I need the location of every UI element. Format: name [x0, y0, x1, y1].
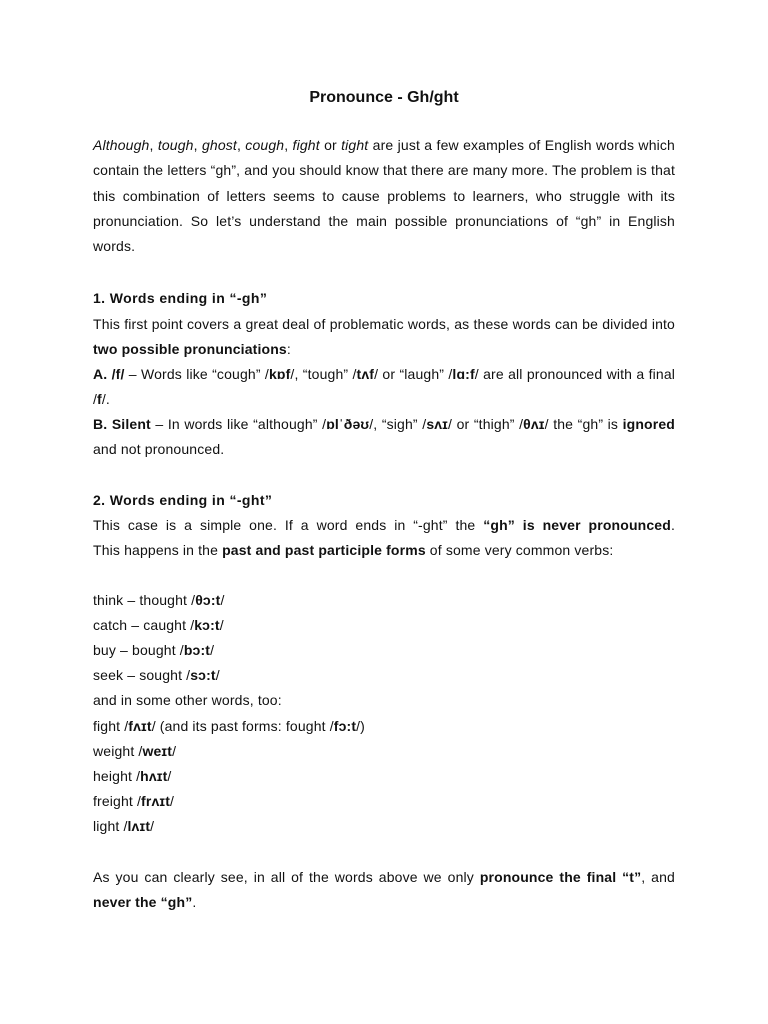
example-line: height /hʌɪt/ — [93, 768, 172, 784]
example-line: buy – bought /bɔ:t/ — [93, 642, 215, 658]
example-word: tough — [157, 137, 194, 153]
intro-text: are just a few examples of English words which contain the letters “gh”, and you should know that there are many more. The problem is that this combination of letters seems to cause problems to learners, who struggle with its pronunciation. So let’s understand the main possible pronunciations of “gh” in English words. — [93, 137, 675, 255]
section-2-heading: 2. Words ending in “-ght” — [93, 492, 273, 508]
ipa-transcription: θʌɪ — [523, 416, 545, 432]
emphasis-text: two possible pronunciations — [93, 341, 287, 358]
ipa-transcription: f — [97, 391, 102, 408]
emphasis-text: pronounce the final “t” — [479, 869, 642, 885]
conclusion-paragraph: As you can clearly see, in all of the words above we only pronounce the final “t”, and never the “gh”. — [93, 869, 675, 911]
emphasis-text: never the “gh” — [93, 894, 193, 911]
ipa-transcription: lɑ:f — [452, 366, 475, 382]
pronunciation-a: A. /f/ – Words like “cough” /kɒf/, “tough” /tʌf/ or “laugh” /lɑ:f/ are all pronounced with a final /f/. — [93, 366, 676, 408]
example-word: Although — [93, 137, 150, 153]
page-title: Pronounce - Gh/ght — [309, 89, 459, 106]
example-line: light /lʌɪt/ — [93, 818, 155, 834]
ipa-transcription: frʌɪt — [141, 793, 171, 809]
example-word: fight — [292, 137, 320, 153]
intro-paragraph: Although, tough, ghost, cough, fight or tight are just a few examples of English words which contain the letters “gh”, and you should know that there are many more. The problem is that this combination of letters seems to cause problems to learners, who struggle with its pronunciation. So let’s understand the main possible pronunciations of “gh” in English words. — [93, 137, 675, 255]
emphasis-text: “gh” is never pronounced — [483, 517, 671, 533]
ipa-transcription: ɒlˈðəʊ — [326, 416, 370, 432]
emphasis-text: past and past participle forms — [222, 542, 426, 558]
example-line: catch – caught /kɔ:t/ — [93, 617, 224, 633]
example-line: fight /fʌɪt/ (and its past forms: fought /fɔ:t/) — [93, 718, 365, 734]
other-words-intro: and in some other words, too: — [93, 692, 282, 708]
emphasis-text: ignored — [622, 416, 675, 432]
example-line: freight /frʌɪt/ — [93, 793, 175, 809]
ipa-transcription: sʌɪ — [426, 416, 449, 432]
ipa-transcription: sɔ:t — [190, 667, 216, 683]
example-word: cough — [245, 137, 285, 153]
section-2-sentence-2: This happens in the past and past participle forms of some very common verbs: — [93, 542, 614, 558]
example-line: weight /weɪt/ — [93, 743, 177, 759]
ipa-transcription: kɔ:t — [194, 617, 220, 633]
ipa-transcription: lʌɪt — [127, 818, 151, 834]
ipa-transcription: θɔ:t — [195, 592, 221, 608]
example-word: tight — [341, 137, 369, 153]
pronunciation-b: B. Silent – In words like “although” /ɒlˈðəʊ/, “sigh” /sʌɪ/ or “thigh” /θʌɪ/ the “gh” is ignored and not pronounced. — [93, 416, 675, 458]
ipa-transcription: tʌf — [356, 366, 375, 382]
pronunciation-label: A. /f/ — [93, 366, 125, 382]
pronunciation-label: B. Silent — [93, 416, 151, 432]
ipa-transcription: hʌɪt — [140, 768, 168, 784]
section-1-heading: 1. Words ending in “-gh” — [93, 290, 268, 306]
section-2-sentence-1: This case is a simple one. If a word ends in “-ght” the “gh” is never pronounced. — [93, 517, 675, 533]
ipa-transcription: fɔ:t — [333, 718, 357, 734]
example-line: think – thought /θɔ:t/ — [93, 592, 225, 608]
example-word: ghost — [201, 137, 237, 153]
ipa-transcription: fʌɪt — [128, 718, 152, 734]
ipa-transcription: bɔ:t — [183, 642, 211, 658]
ipa-transcription: weɪt — [142, 743, 173, 759]
ipa-transcription: kɒf — [268, 366, 291, 382]
example-line: seek – sought /sɔ:t/ — [93, 667, 220, 683]
section-1-paragraph: This first point covers a great deal of problematic words, as these words can be divided into two possible pronunciations: — [93, 316, 675, 358]
